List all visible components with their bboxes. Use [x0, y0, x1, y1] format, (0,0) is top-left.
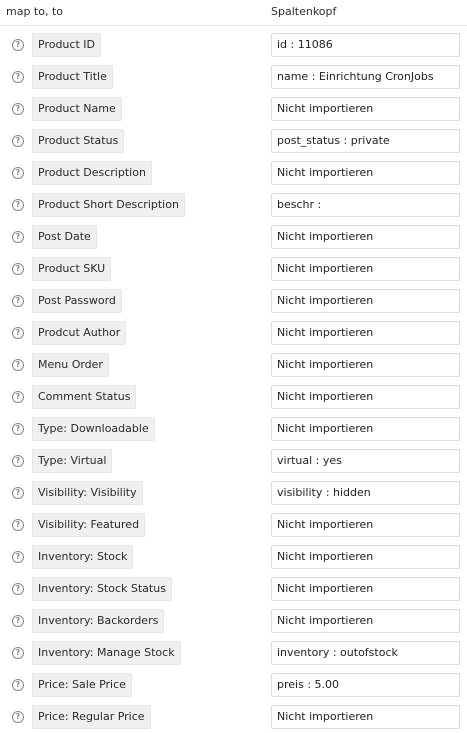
help-icon[interactable]: ? — [12, 583, 24, 595]
column-header-spaltenkopf: Spaltenkopf — [271, 5, 337, 18]
mapping-input[interactable]: beschr : — [271, 193, 460, 217]
field-label: Inventory: Backorders — [32, 609, 164, 633]
help-icon[interactable]: ? — [12, 39, 24, 51]
mapping-row — [0, 257, 467, 285]
mapping-row — [0, 321, 467, 349]
mapping-input[interactable]: Nicht importieren — [271, 97, 460, 121]
mapping-row — [0, 673, 467, 701]
help-icon[interactable]: ? — [12, 231, 24, 243]
mapping-row — [0, 65, 467, 93]
help-icon[interactable]: ? — [12, 615, 24, 627]
mapping-input[interactable]: Nicht importieren — [271, 385, 460, 409]
table-header — [0, 0, 467, 26]
mapping-row — [0, 449, 467, 477]
field-label: Price: Regular Price — [32, 705, 151, 729]
help-icon[interactable]: ? — [12, 199, 24, 211]
mapping-input[interactable]: id : 11086 — [271, 33, 460, 57]
mapping-input[interactable]: Nicht importieren — [271, 289, 460, 313]
field-label: Visibility: Featured — [32, 513, 145, 537]
help-icon[interactable]: ? — [12, 455, 24, 467]
mapping-input[interactable]: Nicht importieren — [271, 257, 460, 281]
mapping-input[interactable]: Nicht importieren — [271, 609, 460, 633]
mapping-row — [0, 705, 467, 733]
help-icon[interactable]: ? — [12, 487, 24, 499]
field-label: Inventory: Stock — [32, 545, 133, 569]
mapping-row — [0, 481, 467, 509]
mapping-row — [0, 97, 467, 125]
mapping-input[interactable]: Nicht importieren — [271, 705, 460, 729]
field-label: Type: Virtual — [32, 449, 112, 473]
mapping-row — [0, 353, 467, 381]
mapping-input[interactable]: Nicht importieren — [271, 353, 460, 377]
mapping-input[interactable]: Nicht importieren — [271, 225, 460, 249]
field-label: Product SKU — [32, 257, 111, 281]
header-divider — [0, 25, 467, 26]
help-icon[interactable]: ? — [12, 519, 24, 531]
field-label: Post Password — [32, 289, 122, 313]
mapping-input[interactable]: post_status : private — [271, 129, 460, 153]
column-header-map-to: map to, to — [6, 5, 64, 18]
mapping-row — [0, 161, 467, 189]
field-label: Comment Status — [32, 385, 136, 409]
field-label: Prodcut Author — [32, 321, 126, 345]
mapping-row — [0, 385, 467, 413]
field-label: Product Description — [32, 161, 152, 185]
mapping-input[interactable]: Nicht importieren — [271, 321, 460, 345]
field-label: Type: Downloadable — [32, 417, 155, 441]
mapping-input[interactable]: virtual : yes — [271, 449, 460, 473]
field-label: Product Short Description — [32, 193, 185, 217]
mapping-row — [0, 129, 467, 157]
help-icon[interactable]: ? — [12, 359, 24, 371]
mapping-input[interactable]: preis : 5.00 — [271, 673, 460, 697]
mapping-row — [0, 609, 467, 637]
field-label: Product Status — [32, 129, 124, 153]
mapping-input[interactable]: name : Einrichtung CronJobs — [271, 65, 460, 89]
field-label: Price: Sale Price — [32, 673, 132, 697]
help-icon[interactable]: ? — [12, 167, 24, 179]
mapping-row — [0, 513, 467, 541]
field-label: Product Name — [32, 97, 122, 121]
mapping-row — [0, 289, 467, 317]
help-icon[interactable]: ? — [12, 391, 24, 403]
help-icon[interactable]: ? — [12, 263, 24, 275]
mapping-input[interactable]: Nicht importieren — [271, 545, 460, 569]
mapping-input[interactable]: Nicht importieren — [271, 161, 460, 185]
help-icon[interactable]: ? — [12, 647, 24, 659]
mapping-input[interactable]: inventory : outofstock — [271, 641, 460, 665]
help-icon[interactable]: ? — [12, 679, 24, 691]
mapping-row — [0, 193, 467, 221]
help-icon[interactable]: ? — [12, 135, 24, 147]
mapping-row — [0, 545, 467, 573]
mapping-row — [0, 641, 467, 669]
help-icon[interactable]: ? — [12, 103, 24, 115]
mapping-row — [0, 417, 467, 445]
mapping-input[interactable]: visibility : hidden — [271, 481, 460, 505]
field-label: Product Title — [32, 65, 113, 89]
field-label: Inventory: Stock Status — [32, 577, 172, 601]
help-icon[interactable]: ? — [12, 295, 24, 307]
field-label: Product ID — [32, 33, 101, 57]
help-icon[interactable]: ? — [12, 327, 24, 339]
help-icon[interactable]: ? — [12, 551, 24, 563]
mapping-input[interactable]: Nicht importieren — [271, 417, 460, 441]
mapping-row — [0, 33, 467, 61]
field-label: Visibility: Visibility — [32, 481, 143, 505]
field-label: Post Date — [32, 225, 97, 249]
field-label: Menu Order — [32, 353, 109, 377]
help-icon[interactable]: ? — [12, 71, 24, 83]
mapping-row — [0, 225, 467, 253]
mapping-input[interactable]: Nicht importieren — [271, 513, 460, 537]
help-icon[interactable]: ? — [12, 711, 24, 723]
field-label: Inventory: Manage Stock — [32, 641, 181, 665]
mapping-row — [0, 577, 467, 605]
mapping-input[interactable]: Nicht importieren — [271, 577, 460, 601]
help-icon[interactable]: ? — [12, 423, 24, 435]
